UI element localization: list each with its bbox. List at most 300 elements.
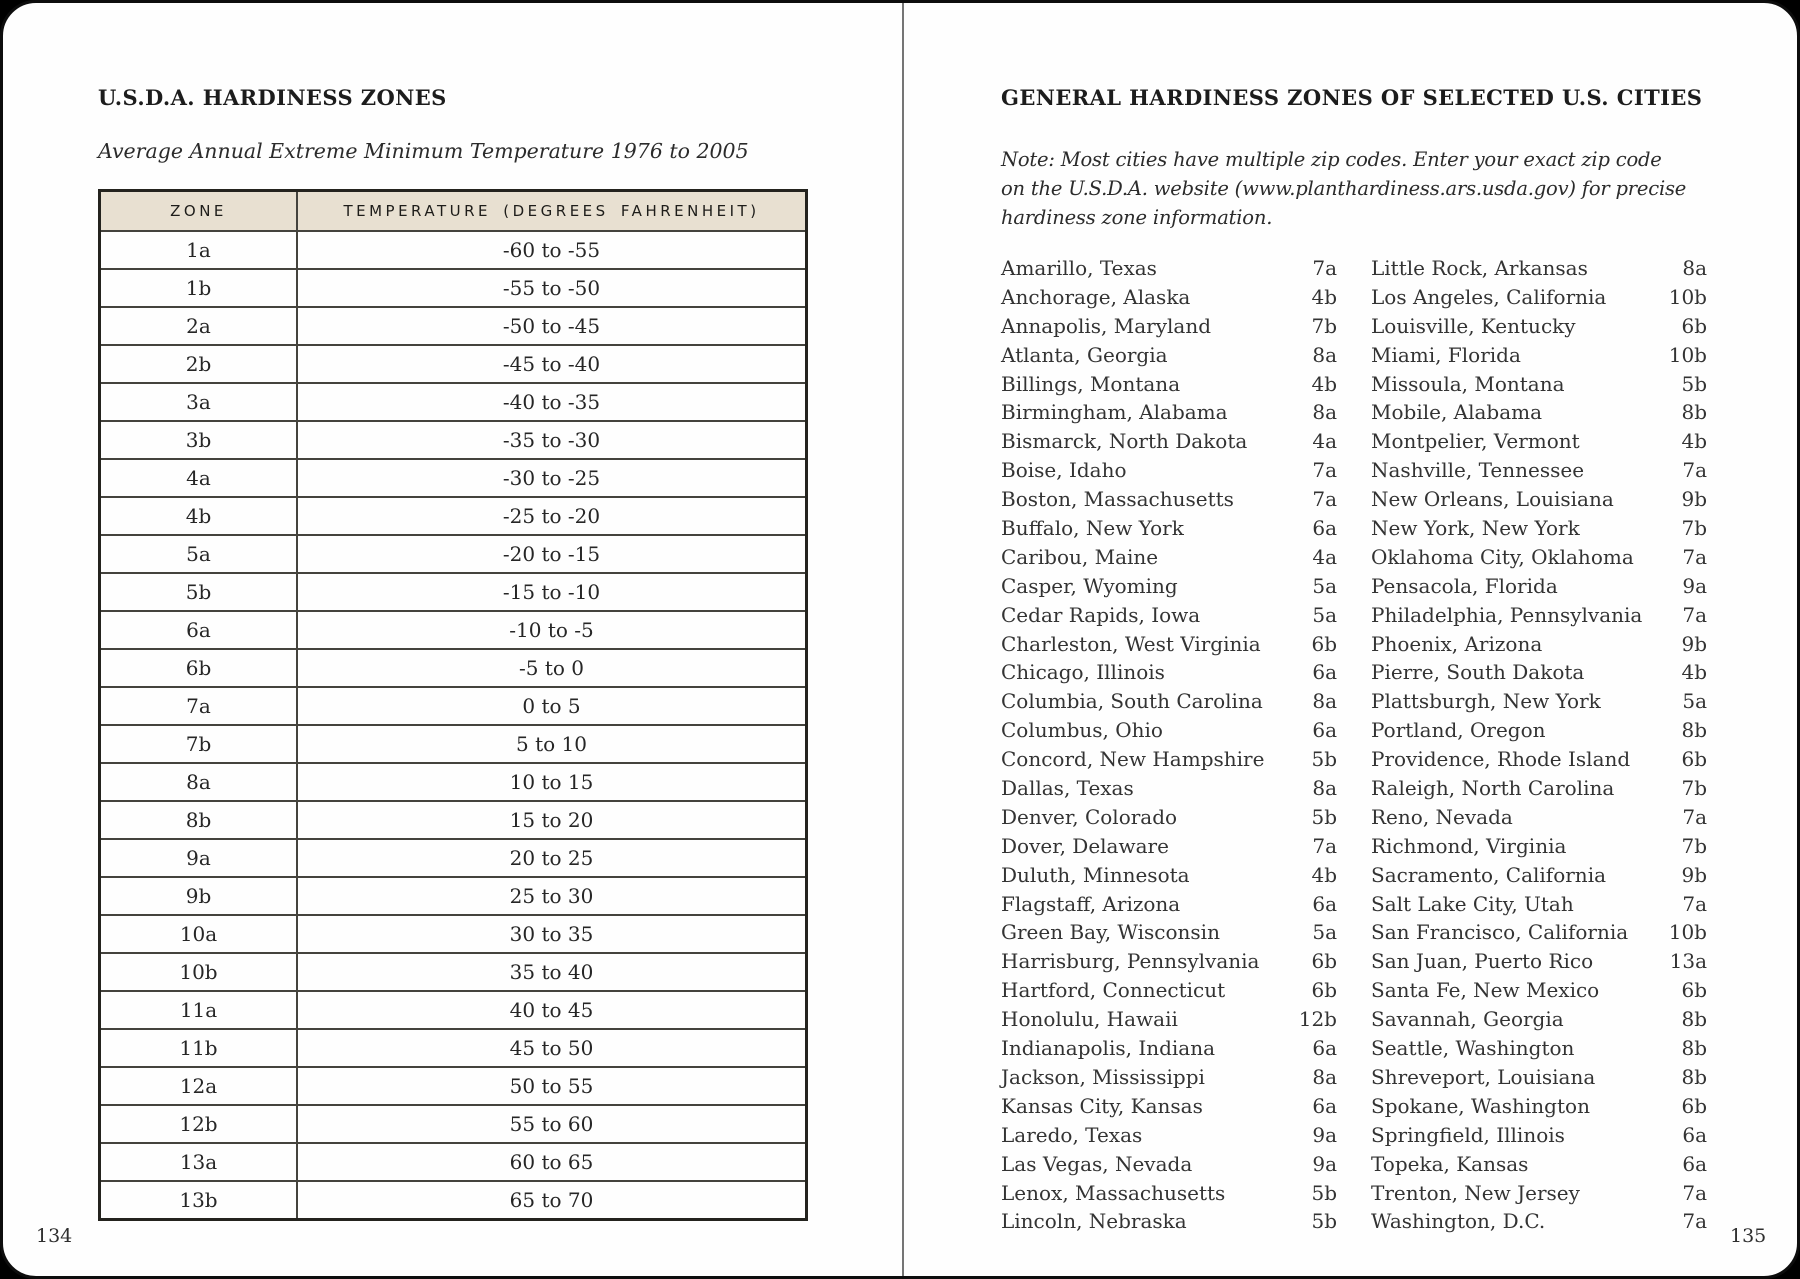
city-row bbox=[1371, 487, 1707, 516]
table-row bbox=[100, 307, 807, 345]
city-zone: 7a bbox=[1682, 1180, 1707, 1205]
city-row bbox=[1371, 1152, 1707, 1181]
city-name: Miami, Florida bbox=[1371, 342, 1521, 367]
city-name: Savannah, Georgia bbox=[1371, 1007, 1564, 1032]
city-zone: 7a bbox=[1312, 833, 1337, 858]
city-zone: 6a bbox=[1312, 891, 1337, 916]
city-row bbox=[1371, 747, 1707, 776]
zone-cell: 2a bbox=[100, 307, 298, 345]
table-row bbox=[100, 1181, 807, 1220]
zone-cell: 6a bbox=[100, 611, 298, 649]
city-list-column-1 bbox=[1001, 256, 1337, 1238]
city-name: Flagstaff, Arizona bbox=[1001, 891, 1181, 916]
zone-cell: 5a bbox=[100, 535, 298, 573]
table-row bbox=[100, 269, 807, 307]
temperature-cell: 20 to 25 bbox=[297, 839, 807, 877]
city-zone: 5a bbox=[1682, 689, 1707, 714]
city-name: Charleston, West Virginia bbox=[1001, 631, 1261, 656]
city-name: Sacramento, California bbox=[1371, 862, 1607, 887]
city-name: Portland, Oregon bbox=[1371, 718, 1546, 743]
city-row bbox=[1001, 372, 1337, 401]
city-name: Raleigh, North Carolina bbox=[1371, 776, 1615, 801]
city-zone: 4b bbox=[1681, 660, 1707, 685]
city-name: Richmond, Virginia bbox=[1371, 833, 1567, 858]
zone-cell: 7b bbox=[100, 725, 298, 763]
city-name: Pensacola, Florida bbox=[1371, 573, 1558, 598]
temperature-cell: 5 to 10 bbox=[297, 725, 807, 763]
city-name: Columbus, Ohio bbox=[1001, 718, 1163, 743]
city-name: Kansas City, Kansas bbox=[1001, 1093, 1203, 1118]
city-name: Philadelphia, Pennsylvania bbox=[1371, 602, 1643, 627]
city-zone: 7a bbox=[1312, 256, 1337, 280]
city-zone: 8a bbox=[1312, 776, 1337, 801]
city-name: Reno, Nevada bbox=[1371, 804, 1513, 829]
city-zone: 5b bbox=[1311, 1180, 1337, 1205]
zone-cell: 10b bbox=[100, 953, 298, 991]
city-name: Montpelier, Vermont bbox=[1371, 429, 1580, 454]
city-name: Bismarck, North Dakota bbox=[1001, 429, 1248, 454]
table-row bbox=[100, 991, 807, 1029]
city-row bbox=[1001, 343, 1337, 372]
city-zone: 6a bbox=[1312, 660, 1337, 685]
city-zone: 6b bbox=[1311, 978, 1337, 1003]
city-zone: 5b bbox=[1311, 804, 1337, 829]
left-page-title: U.S.D.A. HARDINESS ZONES bbox=[98, 85, 447, 110]
city-zone: 5a bbox=[1312, 920, 1337, 945]
table-row bbox=[100, 763, 807, 801]
city-name: Green Bay, Wisconsin bbox=[1001, 920, 1220, 945]
note-line: on the U.S.D.A. website (www.planthardiness.ars.usda.gov) for precise bbox=[1001, 177, 1687, 200]
city-row bbox=[1001, 1123, 1337, 1152]
city-zone: 12b bbox=[1298, 1007, 1337, 1032]
city-zone: 6a bbox=[1312, 516, 1337, 541]
table-row bbox=[100, 1143, 807, 1181]
city-name: Denver, Colorado bbox=[1001, 804, 1178, 829]
city-row bbox=[1371, 1123, 1707, 1152]
city-name: Little Rock, Arkansas bbox=[1371, 256, 1588, 280]
city-name: Phoenix, Arizona bbox=[1371, 631, 1543, 656]
zone-cell: 13b bbox=[100, 1181, 298, 1220]
temperature-cell: 55 to 60 bbox=[297, 1105, 807, 1143]
city-name: Caribou, Maine bbox=[1001, 544, 1159, 569]
city-row bbox=[1371, 1209, 1707, 1238]
city-row bbox=[1001, 978, 1337, 1007]
city-zone: 8b bbox=[1681, 1064, 1707, 1089]
city-row bbox=[1001, 487, 1337, 516]
city-zone: 7a bbox=[1312, 487, 1337, 512]
zone-table-body bbox=[100, 231, 807, 1220]
zone-cell: 11a bbox=[100, 991, 298, 1029]
city-name: Nashville, Tennessee bbox=[1371, 458, 1585, 483]
city-row bbox=[1001, 314, 1337, 343]
table-row bbox=[100, 573, 807, 611]
city-zone: 5a bbox=[1312, 602, 1337, 627]
city-name: Mobile, Alabama bbox=[1371, 400, 1543, 425]
zone-cell: 8b bbox=[100, 801, 298, 839]
city-zone: 5b bbox=[1311, 1209, 1337, 1234]
zip-code-note bbox=[1001, 145, 1687, 232]
city-row bbox=[1001, 1094, 1337, 1123]
zone-cell: 1a bbox=[100, 231, 298, 269]
city-zone: 7b bbox=[1311, 313, 1337, 338]
table-row bbox=[100, 649, 807, 687]
city-zone: 9a bbox=[1682, 573, 1707, 598]
temperature-cell: 10 to 15 bbox=[297, 763, 807, 801]
page-number-left: 134 bbox=[36, 1225, 73, 1247]
city-zone: 8a bbox=[1682, 256, 1707, 280]
page-left bbox=[3, 3, 903, 1279]
temperature-cell: -25 to -20 bbox=[297, 497, 807, 535]
city-row bbox=[1371, 343, 1707, 372]
city-zone: 6a bbox=[1312, 1036, 1337, 1061]
temperature-cell: 25 to 30 bbox=[297, 877, 807, 915]
city-row bbox=[1371, 1036, 1707, 1065]
city-name: Annapolis, Maryland bbox=[1001, 313, 1212, 338]
city-zone: 7a bbox=[1682, 804, 1707, 829]
city-row bbox=[1371, 1065, 1707, 1094]
city-row bbox=[1001, 718, 1337, 747]
city-zone: 7a bbox=[1312, 458, 1337, 483]
table-row bbox=[100, 611, 807, 649]
city-name: Cedar Rapids, Iowa bbox=[1001, 602, 1201, 627]
city-name: Lenox, Massachusetts bbox=[1001, 1180, 1226, 1205]
temperature-cell: -55 to -50 bbox=[297, 269, 807, 307]
city-zone: 7a bbox=[1682, 891, 1707, 916]
temperature-cell: 15 to 20 bbox=[297, 801, 807, 839]
city-row bbox=[1001, 949, 1337, 978]
city-name: Boise, Idaho bbox=[1001, 458, 1127, 483]
city-name: Shreveport, Louisiana bbox=[1371, 1064, 1596, 1089]
temperature-cell: -60 to -55 bbox=[297, 231, 807, 269]
city-zone: 4b bbox=[1311, 284, 1337, 309]
city-row bbox=[1371, 978, 1707, 1007]
city-row bbox=[1371, 1007, 1707, 1036]
temperature-cell: -5 to 0 bbox=[297, 649, 807, 687]
city-zone: 8b bbox=[1681, 1007, 1707, 1032]
table-row bbox=[100, 231, 807, 269]
city-row bbox=[1371, 545, 1707, 574]
table-row bbox=[100, 953, 807, 991]
table-row bbox=[100, 421, 807, 459]
city-row bbox=[1001, 920, 1337, 949]
city-name: Duluth, Minnesota bbox=[1001, 862, 1190, 887]
city-name: Dover, Delaware bbox=[1001, 833, 1169, 858]
city-name: New York, New York bbox=[1371, 516, 1580, 541]
city-zone: 4b bbox=[1681, 429, 1707, 454]
city-name: Laredo, Texas bbox=[1001, 1122, 1143, 1147]
table-row bbox=[100, 535, 807, 573]
city-name: Las Vegas, Nevada bbox=[1001, 1151, 1193, 1176]
zone-cell: 5b bbox=[100, 573, 298, 611]
zone-cell: 1b bbox=[100, 269, 298, 307]
city-name: Providence, Rhode Island bbox=[1371, 747, 1631, 772]
city-row bbox=[1371, 372, 1707, 401]
city-row bbox=[1001, 632, 1337, 661]
city-zone: 5b bbox=[1681, 371, 1707, 396]
city-name: Honolulu, Hawaii bbox=[1001, 1007, 1178, 1032]
city-zone: 7a bbox=[1682, 544, 1707, 569]
city-row bbox=[1001, 458, 1337, 487]
city-name: Springfield, Illinois bbox=[1371, 1122, 1565, 1147]
city-row bbox=[1371, 863, 1707, 892]
zone-cell: 4a bbox=[100, 459, 298, 497]
city-row bbox=[1371, 834, 1707, 863]
city-name: Columbia, South Carolina bbox=[1001, 689, 1263, 714]
city-row bbox=[1001, 1152, 1337, 1181]
temperature-cell: 30 to 35 bbox=[297, 915, 807, 953]
city-row bbox=[1371, 718, 1707, 747]
city-row bbox=[1001, 660, 1337, 689]
city-name: Amarillo, Texas bbox=[1001, 256, 1157, 280]
city-zone: 4a bbox=[1312, 544, 1337, 569]
table-row bbox=[100, 801, 807, 839]
city-row bbox=[1001, 1036, 1337, 1065]
city-zone: 8b bbox=[1681, 718, 1707, 743]
city-zone: 13a bbox=[1669, 949, 1707, 974]
table-row bbox=[100, 383, 807, 421]
city-zone: 4b bbox=[1311, 371, 1337, 396]
table-row bbox=[100, 915, 807, 953]
city-row bbox=[1371, 805, 1707, 834]
city-zone: 7b bbox=[1681, 516, 1707, 541]
temperature-cell: -35 to -30 bbox=[297, 421, 807, 459]
city-zone: 4b bbox=[1311, 862, 1337, 887]
city-row bbox=[1371, 1181, 1707, 1210]
city-zone: 5a bbox=[1312, 573, 1337, 598]
zone-cell: 11b bbox=[100, 1029, 298, 1067]
city-row bbox=[1371, 285, 1707, 314]
zone-cell: 8a bbox=[100, 763, 298, 801]
zone-cell: 9a bbox=[100, 839, 298, 877]
city-row bbox=[1001, 1209, 1337, 1238]
city-name: Dallas, Texas bbox=[1001, 776, 1134, 801]
city-zone: 10b bbox=[1668, 342, 1707, 367]
city-name: Spokane, Washington bbox=[1371, 1093, 1590, 1118]
city-row bbox=[1001, 574, 1337, 603]
city-zone: 6b bbox=[1311, 631, 1337, 656]
city-name: San Juan, Puerto Rico bbox=[1371, 949, 1594, 974]
city-zone: 6a bbox=[1682, 1151, 1707, 1176]
hardiness-zone-table bbox=[98, 189, 808, 1221]
city-row bbox=[1001, 747, 1337, 776]
city-row bbox=[1001, 1007, 1337, 1036]
city-row bbox=[1001, 516, 1337, 545]
city-zone: 6b bbox=[1681, 978, 1707, 1003]
city-zone: 7a bbox=[1682, 458, 1707, 483]
city-zone: 7a bbox=[1682, 602, 1707, 627]
zone-cell: 9b bbox=[100, 877, 298, 915]
zone-column-header: ZONE bbox=[100, 191, 298, 232]
table-row bbox=[100, 345, 807, 383]
city-row bbox=[1001, 1065, 1337, 1094]
city-row bbox=[1371, 660, 1707, 689]
temperature-cell: 60 to 65 bbox=[297, 1143, 807, 1181]
temperature-cell: 50 to 55 bbox=[297, 1067, 807, 1105]
city-row bbox=[1371, 256, 1707, 285]
city-name: Hartford, Connecticut bbox=[1001, 978, 1226, 1003]
city-name: Atlanta, Georgia bbox=[1001, 342, 1168, 367]
zone-cell: 13a bbox=[100, 1143, 298, 1181]
temperature-column-header: TEMPERATURE (DEGREES FAHRENHEIT) bbox=[297, 191, 807, 232]
temperature-cell: -20 to -15 bbox=[297, 535, 807, 573]
city-name: Salt Lake City, Utah bbox=[1371, 891, 1574, 916]
city-row bbox=[1001, 603, 1337, 632]
table-row bbox=[100, 877, 807, 915]
zone-cell: 12b bbox=[100, 1105, 298, 1143]
zone-cell: 4b bbox=[100, 497, 298, 535]
city-row bbox=[1001, 285, 1337, 314]
temperature-cell: -30 to -25 bbox=[297, 459, 807, 497]
city-name: Pierre, South Dakota bbox=[1371, 660, 1585, 685]
city-zone: 9a bbox=[1312, 1122, 1337, 1147]
city-row bbox=[1371, 603, 1707, 632]
table-row bbox=[100, 1067, 807, 1105]
city-name: Harrisburg, Pennsylvania bbox=[1001, 949, 1260, 974]
city-row bbox=[1001, 256, 1337, 285]
city-name: Jackson, Mississippi bbox=[1001, 1064, 1205, 1089]
table-row bbox=[100, 1029, 807, 1067]
city-zone: 8a bbox=[1312, 400, 1337, 425]
table-row bbox=[100, 1105, 807, 1143]
city-row bbox=[1001, 834, 1337, 863]
city-row bbox=[1001, 776, 1337, 805]
page-number-right: 135 bbox=[1730, 1225, 1767, 1247]
city-name: San Francisco, California bbox=[1371, 920, 1629, 945]
city-name: Chicago, Illinois bbox=[1001, 660, 1165, 685]
city-name: Birmingham, Alabama bbox=[1001, 400, 1228, 425]
city-row bbox=[1371, 516, 1707, 545]
city-zone: 6b bbox=[1681, 1093, 1707, 1118]
city-row bbox=[1001, 545, 1337, 574]
city-zone: 10b bbox=[1668, 284, 1707, 309]
city-name: Concord, New Hampshire bbox=[1001, 747, 1265, 772]
zone-cell: 2b bbox=[100, 345, 298, 383]
right-page-title: GENERAL HARDINESS ZONES OF SELECTED U.S. CITIES bbox=[1001, 85, 1703, 110]
city-row bbox=[1371, 429, 1707, 458]
zone-cell: 10a bbox=[100, 915, 298, 953]
temperature-cell: -50 to -45 bbox=[297, 307, 807, 345]
note-line: Note: Most cities have multiple zip codes. Enter your exact zip code bbox=[1001, 148, 1662, 171]
city-row bbox=[1371, 400, 1707, 429]
city-row bbox=[1371, 458, 1707, 487]
zone-cell: 7a bbox=[100, 687, 298, 725]
table-row bbox=[100, 687, 807, 725]
city-row bbox=[1371, 949, 1707, 978]
city-name: Casper, Wyoming bbox=[1001, 573, 1178, 598]
city-list-column-2 bbox=[1371, 256, 1707, 1238]
temperature-cell: 65 to 70 bbox=[297, 1181, 807, 1220]
city-row bbox=[1001, 429, 1337, 458]
table-row bbox=[100, 725, 807, 763]
city-name: New Orleans, Louisiana bbox=[1371, 487, 1614, 512]
temperature-cell: -15 to -10 bbox=[297, 573, 807, 611]
city-zone: 6a bbox=[1312, 1093, 1337, 1118]
page-right bbox=[903, 3, 1800, 1279]
city-name: Trenton, New Jersey bbox=[1371, 1180, 1580, 1205]
temperature-cell: -45 to -40 bbox=[297, 345, 807, 383]
city-row bbox=[1001, 892, 1337, 921]
city-zone: 10b bbox=[1668, 920, 1707, 945]
table-row bbox=[100, 459, 807, 497]
temperature-cell: 40 to 45 bbox=[297, 991, 807, 1029]
temperature-cell: -40 to -35 bbox=[297, 383, 807, 421]
city-row bbox=[1001, 863, 1337, 892]
city-zone: 4a bbox=[1312, 429, 1337, 454]
city-name: Boston, Massachusetts bbox=[1001, 487, 1234, 512]
city-row bbox=[1371, 314, 1707, 343]
temperature-cell: 35 to 40 bbox=[297, 953, 807, 991]
city-zone: 8a bbox=[1312, 1064, 1337, 1089]
city-zone: 6a bbox=[1682, 1122, 1707, 1147]
table-subtitle: Average Annual Extreme Minimum Temperature 1976 to 2005 bbox=[98, 139, 749, 163]
temperature-cell: 0 to 5 bbox=[297, 687, 807, 725]
city-name: Missoula, Montana bbox=[1371, 371, 1565, 396]
city-zone: 7a bbox=[1682, 1209, 1707, 1234]
city-name: Washington, D.C. bbox=[1371, 1209, 1546, 1234]
city-row bbox=[1371, 1094, 1707, 1123]
city-zone: 8b bbox=[1681, 1036, 1707, 1061]
city-row bbox=[1371, 574, 1707, 603]
zone-cell: 12a bbox=[100, 1067, 298, 1105]
city-zone: 6b bbox=[1681, 747, 1707, 772]
city-zone: 6b bbox=[1681, 313, 1707, 338]
city-row bbox=[1371, 776, 1707, 805]
city-zone: 8a bbox=[1312, 342, 1337, 367]
city-name: Louisville, Kentucky bbox=[1371, 313, 1576, 338]
temperature-cell: 45 to 50 bbox=[297, 1029, 807, 1067]
header-row bbox=[100, 191, 807, 232]
city-name: Topeka, Kansas bbox=[1371, 1151, 1529, 1176]
city-zone: 6a bbox=[1312, 718, 1337, 743]
zone-table-header bbox=[100, 191, 807, 232]
city-zone: 9b bbox=[1681, 631, 1707, 656]
city-row bbox=[1371, 892, 1707, 921]
city-row bbox=[1371, 689, 1707, 718]
city-zone: 6b bbox=[1311, 949, 1337, 974]
city-zone: 8b bbox=[1681, 400, 1707, 425]
city-name: Lincoln, Nebraska bbox=[1001, 1209, 1187, 1234]
note-line: hardiness zone information. bbox=[1001, 206, 1273, 229]
city-row bbox=[1371, 920, 1707, 949]
city-row bbox=[1001, 400, 1337, 429]
city-zone: 5b bbox=[1311, 747, 1337, 772]
table-row bbox=[100, 497, 807, 535]
city-name: Plattsburgh, New York bbox=[1371, 689, 1601, 714]
city-row bbox=[1001, 1181, 1337, 1210]
zone-cell: 3a bbox=[100, 383, 298, 421]
city-name: Buffalo, New York bbox=[1001, 516, 1184, 541]
city-zone: 9b bbox=[1681, 862, 1707, 887]
city-zone: 8a bbox=[1312, 689, 1337, 714]
city-name: Oklahoma City, Oklahoma bbox=[1371, 544, 1634, 569]
city-zone: 9b bbox=[1681, 487, 1707, 512]
zone-cell: 3b bbox=[100, 421, 298, 459]
city-name: Anchorage, Alaska bbox=[1001, 284, 1191, 309]
zone-cell: 6b bbox=[100, 649, 298, 687]
city-name: Indianapolis, Indiana bbox=[1001, 1036, 1216, 1061]
city-name: Billings, Montana bbox=[1001, 371, 1181, 396]
city-name: Santa Fe, New Mexico bbox=[1371, 978, 1600, 1003]
city-row bbox=[1001, 689, 1337, 718]
city-row bbox=[1371, 632, 1707, 661]
city-name: Los Angeles, California bbox=[1371, 284, 1607, 309]
city-name: Seattle, Washington bbox=[1371, 1036, 1575, 1061]
city-row bbox=[1001, 805, 1337, 834]
city-zone: 9a bbox=[1312, 1151, 1337, 1176]
city-zone: 7b bbox=[1681, 833, 1707, 858]
city-zone: 7b bbox=[1681, 776, 1707, 801]
table-row bbox=[100, 839, 807, 877]
